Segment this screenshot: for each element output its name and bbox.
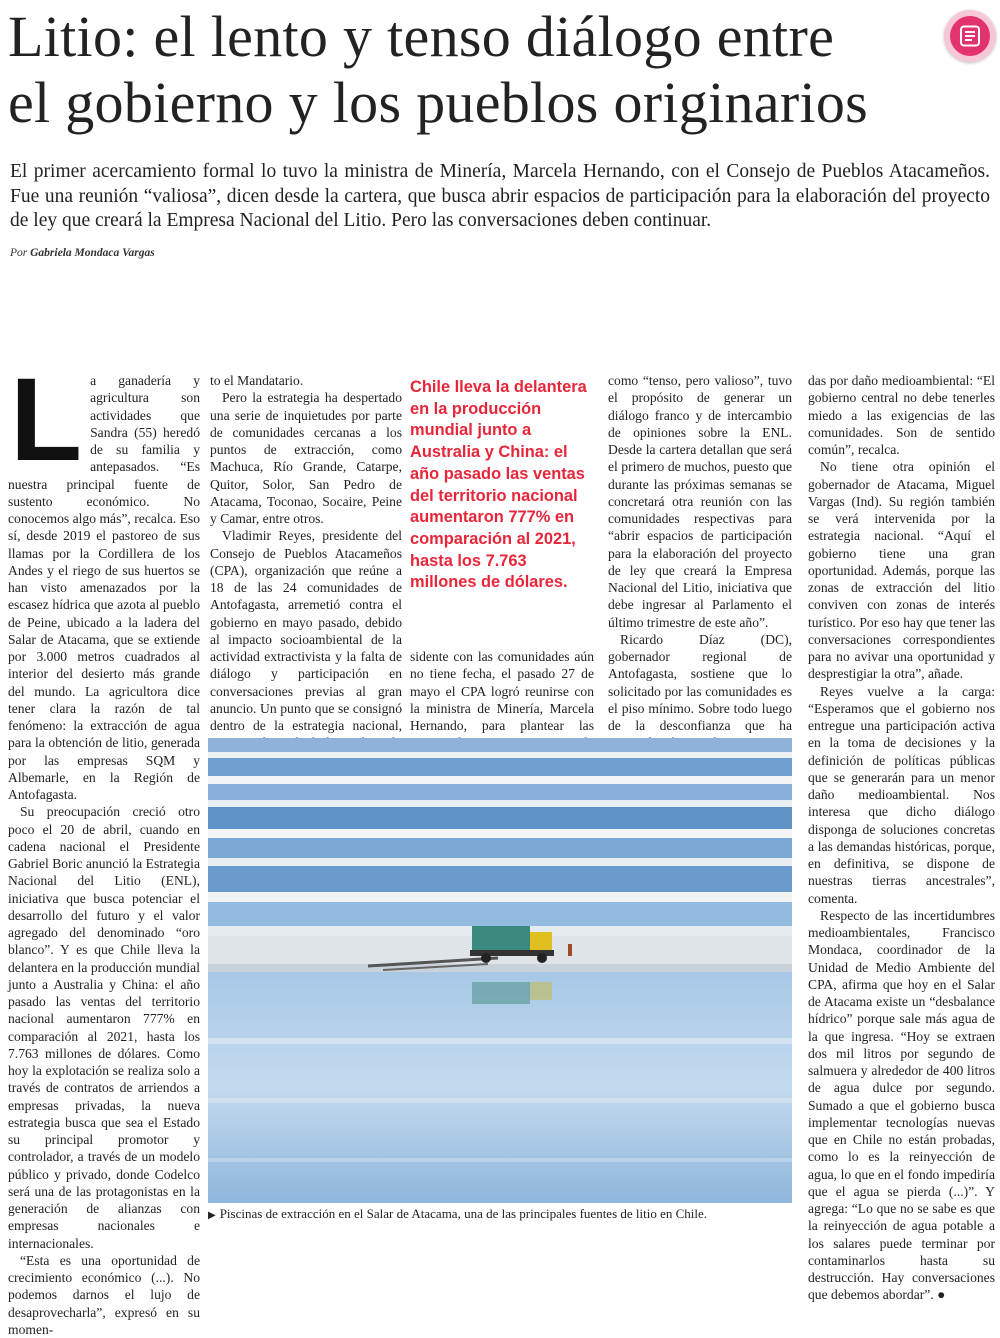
caption-triangle-icon: ▶ [208,1210,216,1221]
pull-quote: Chile lleva la delantera en la producción mundial junto a Australia y China: el año pasado las ventas del territorio nacional aumentaron 777% en comparación al 2021, hasta los 7.763 millones de dólares. [410,378,587,592]
headline-line-2: el gobierno y los pueblos originarios [8,70,869,135]
headline [8,4,948,136]
article-column-1 [8,354,200,1338]
caption-text: Piscinas de extracción en el Salar de Atacama, una de las principales fuentes de litio en Chile. [219,1206,708,1221]
byline [10,247,155,259]
salt-flat-photo [208,738,792,1203]
lead-paragraph: El primer acercamiento formal lo tuvo la ministra de Minería, Marcela Hernando, con el Consejo de Pueblos Atacameños. Fue una reunión “valiosa”, dicen desde la cartera, que busca abrir espacios de participación para la elaboración del proyecto de ley que creará la Empresa Nacional del Litio. Pero las conversaciones deben continuar. [10,161,990,231]
end-mark: ● [937,1287,946,1303]
body-paragraph: “Esta es una oportunidad de crecimiento económico (...). No podemos darnos el lujo de desaprovecharla”, expresó en su momen- [8,1252,200,1337]
body-paragraph: Su preocupación creció otro poco el 20 de abril, cuando en cadena nacional el Presidente Gabriel Boric anunció la Estrategia Nacional del Litio (ENL), iniciativa que busca potenciar el desarrollo del futuro y el valor agregado del denominado “oro blanco”. Y es que Chile lleva la delantera en la producción mundial junto a Australia y China: el año pasado las ventas del territorio nacional aumentaron 777% en comparación al 2021, hasta los 7.763 millones de dólares. Como hoy la explotación se realiza solo a través de contratos de arriendos a empresas privadas, la nueva estrategia busca que sea el Estado su principal promotor y controlador, a través de un modelo público y privado, donde Codelco será una de las protagonistas en la generación de alianzas con empresas nacionales e internacionales. [8,804,200,1251]
drop-cap: L [10,354,83,486]
byline-author: Gabriela Mondaca Vargas [30,247,155,259]
body-paragraph-text: Respecto de las incertidumbres medioambientales, Francisco Mondaca, coordinador de la Unidad de Medio Ambiente del CPA, afirma que hoy en el Salar de Atacama existe un “desbalance hídrico” porque sale más agua de la que ingresa. “Hoy se extraen dos mil litros por segundo de salmuera y alrededor de 400 litros de agua dulce por segundo. Sumado a que el gobierno busca implementar tecnologías nuevas que en Chile no están probadas, como lo es la reinyección de agua, lo que en el fondo impediría que el agua se pierda (...)”. Y agrega: “Lo que no se sabe es que la reinyección de agua potable a los salares puede terminar por contaminarlos hasta su destrucción. Hay conversaciones que debemos abordar”. [808,907,995,1303]
body-paragraph: sidente con las comunidades aún no tiene fecha, el pasado 27 de mayo el CPA logró reunirse con la ministra de Minería, Marcela Hernando, para plantear las [410,649,594,733]
body-paragraph: Ricardo Díaz (DC), gobernador regional de Antofagasta, sostiene que lo solicitado por las comunidades es el piso mínimo. Sobre todo luego de la desconfianza que ha [608,631,792,733]
body-paragraph: Reyes vuelve a la carga: “Esperamos que el gobierno nos entregue una participación activa en la toma de decisiones y la definición de políticas públicas que se generarán para un menor daño medioambiental. Nos interesa que dicho diálogo disponga de soluciones concretas a las demandas históricas, porque, en definitiva, se dispone de nuestras tierras ancestrales”, comenta. [808,683,995,906]
reader-mode-icon [950,16,990,56]
body-paragraph [808,907,995,1304]
body-paragraph: Vladimir Reyes, presidente del Consejo de Pueblos Atacameños (CPA), organización que reúne a 18 de las 24 comunidades de Antofagasta, arremetió contra el gobierno en mayo pasado, debido al impacto socioambiental de la actividad extractivista y la falta de diálogo y participación en conversaciones previas al gran anuncio. Un punto que se consignó dentro de la estrategia nacional, [210,528,402,733]
article-column-2 [210,372,402,786]
body-paragraph: a ganadería y agricultura son actividades que Sandra (55) heredó de su familia y antepasados. “Es nuestra principal fuente de sustento económico. No conocemos algo más”, recalca. Eso sí, desde 2019 el pastoreo de sus llamas por la Cordillera de los Andes y el riego de sus huertos se han visto amenazados por la escasez hídrica que azota al pueblo de Peine, ubicado a la ladera del Salar de Atacama, que se extiende por 3.000 metros cuadrados al interior del desierto más grande del mundo. La agricultora dice tener clara la razón de tal fenómeno: la extracción de agua para la obtención de litio, generada por las empresas SQM y Albemarle, en la Región de Antofagasta. [8,373,200,802]
body-paragraph: como “tenso, pero valioso”, tuvo el propósito de generar un diálogo franco y de intercambio de opiniones sobre la ENL. Desde la cartera detallan que será el primero de muchos, puesto que durante las próximas semanas se concretará otra reunión con las comunidades respectivas para “abrir espacios de participación para la elaboración del proyecto de ley que creará la Empresa Nacional del Litio, iniciativa que debe ingresar al Parlamento el último trimestre de este año”. [608,373,792,630]
body-paragraph: to el Mandatario. [210,373,304,388]
photo-caption [208,1205,798,1224]
body-paragraph: Pero la estrategia ha despertado una serie de inquietudes por parte de comunidades cercanas a los puntos de extracción, como Machuca, Río Grande, Catarpe, Quitor, Solor, San Pedro de Atacama, Toconao, Socaire, Peine y Camar, entre otros. [210,390,402,526]
article-column-5 [808,372,995,1304]
body-paragraph: das por daño medioambiental: “El gobierno central no debe tenerles miedo a las exigencias de las comunidades. Son de sentido común”, recalca. [808,373,995,457]
body-paragraph: No tiene otra opinión el gobernador de Atacama, Miguel Vargas (Ind). Su región también se verá intervenida por la estrategia nacional. “Aquí el gobierno tiene una gran oportunidad. Además, porque las zonas de extracción del litio conviven con zonas de interés turístico. Por eso hay que tener las conversaciones correspondientes para no avivar una oportunidad y desprestigiar la otra”, añade. [808,459,995,682]
reader-mode-button[interactable] [944,10,996,62]
headline-line-1: Litio: el lento y tenso diálogo entre [8,4,835,69]
byline-prefix: Por [10,247,28,259]
article-column-4 [608,372,792,786]
